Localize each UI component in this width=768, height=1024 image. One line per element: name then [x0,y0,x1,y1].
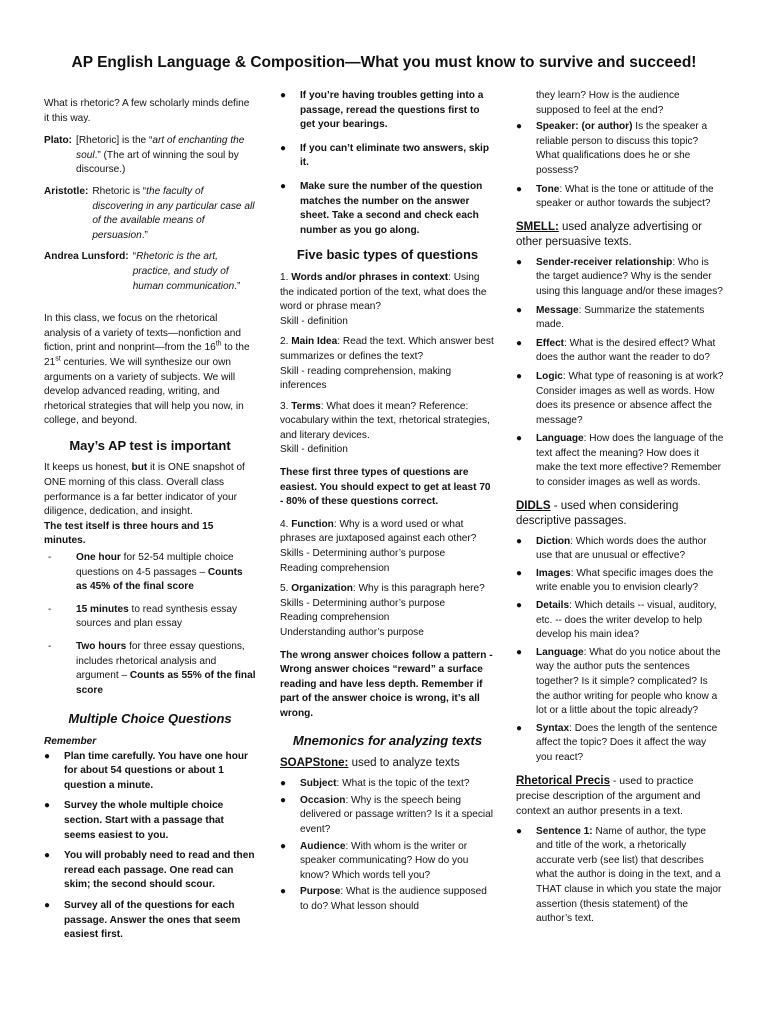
didls-text: Images: What specific images does the write enable you to envision clearly? [536,567,714,594]
definition-term: Aristotle: [44,185,89,197]
soapstone-text: Subject: What is the topic of the text? [300,778,470,790]
definition-text: “Rhetoric is the art, practice, and study of human communication.” [132,251,241,292]
didls-text: Diction: Which words does the author use that are unusual or effective? [536,535,707,562]
rhetoric-intro: What is rhetoric? A few scholarly minds define it this way. [44,98,250,124]
tip-item [280,180,495,238]
easiest-note: These first three types of questions are easiest. You should expect to get at least 70 - 80% of these questions correct. [280,467,491,508]
apple-bullet-icon: ● [516,121,523,133]
definition-lunsford [44,250,256,294]
apple-bullet-icon: ● [516,825,523,837]
question-type: 1. Words and/or phrases in context: Using the indicated portion of the text, what does the word or phrase mean? Skill - definition [280,271,487,327]
tip-text: If you can’t eliminate two answers, skip it. [300,142,490,169]
question-type: 4. Function: Why is a word used or what phrases are juxtaposed against each other? Skills - Determining author’s purpose Reading comprehension [280,518,477,574]
apple-bullet-icon: ● [280,778,287,790]
mc-tip [44,750,256,794]
five-types-header: Five basic types of questions [296,247,479,263]
class-focus-paragraph: In this class, we focus on the rhetorical analysis of a variety of texts—nonfiction and fiction, print and nonprint—from the 16th to the 21st centuries. We will synthesize our own arguments on a variety of subjects. We will develop advanced reading, writing, and rhetorical strategies that will help you now, in college, and beyond. [44,313,250,427]
tip-item [280,89,495,133]
soapstone-text: Tone: What is the tone or attitude of the speaker or author towards the subject? [536,183,714,210]
apple-bullet-icon: ● [280,90,287,101]
apple-bullet-icon: ● [516,337,523,349]
question-skill: Skills - Determining author’s purpose Reading comprehension [280,548,446,574]
apple-bullet-icon: ● [280,794,287,806]
apple-bullet-icon: ● [280,840,287,852]
apple-bullet-icon: ● [516,567,523,579]
multiple-choice-header: Multiple Choice Questions [68,711,232,727]
test-part-item [44,551,256,595]
soapstone-item [280,794,495,838]
apple-bullet-icon: ● [516,535,523,547]
dash-marker: - [48,552,52,564]
may-test-paragraph: It keeps us honest, but it is ONE snapshot of ONE morning of this class. Overall class performance is a far better indicator of your diligence, dedication, and insight. [44,462,245,518]
soapstone-item [516,183,724,212]
remember-label: Remember [44,735,97,747]
wrong-answer-note: The wrong answer choices follow a pattern - Wrong answer choices “reward” a surface reading and have less depth. Remember if part of the answer choice is wrong, it’s all wrong. [280,649,493,719]
soapstone-item [516,120,724,178]
mc-tip-text: Plan time carefully. You have one hour for about 54 questions or about 1 question a minute. [64,750,248,791]
smell-item [516,256,724,300]
mc-tip-text: You will probably need to read and then reread each passage. One read can skim; the second should scour. [64,850,255,891]
apple-bullet-icon: ● [280,180,287,192]
smell-text: Logic: What type of reasoning is at work? Consider images as well as words. How does its presence or absence affect the message? [536,370,724,426]
definition-text: Rhetoric is “the faculty of discovering in any particular case all of the available means of persuasion.” [92,185,255,241]
didls-text: Syntax: Does the length of the sentence affect the topic? Does it affect the way you react? [536,722,718,763]
question-type: 3. Terms: What does it mean? Reference: vocabulary within the text, rhetorical strategies, and literary devices. Skill - definition [280,400,490,456]
mc-tip [44,799,256,843]
question-type: 5. Organization: Why is this paragraph here? Skills - Determining author’s purpose Reading comprehension Understanding author’s purpose [280,583,485,638]
test-length-line: The test itself is three hours and 15 minutes. [44,520,214,547]
soapstone-text: Speaker: (or author) Is the speaker a reliable person to discuss this topic? What qualifications does he or she possess? [536,121,708,176]
smell-text: Effect: What is the desired effect? What does the author want the reader to do? [536,337,716,364]
test-part-item [44,640,256,698]
definition-plato [44,134,256,178]
question-skill: Skill - reading comprehension, making inferences [280,365,452,392]
may-test-header: May’s AP test is important [69,437,231,453]
column-2 [280,89,495,915]
soapstone-heading: SOAPStone: used to analyze texts [280,757,460,770]
smell-item [516,370,724,428]
apple-bullet-icon: ● [516,304,523,316]
apple-bullet-icon: ● [280,142,287,154]
column-1 [44,97,256,949]
soapstone-item [280,885,495,914]
apple-bullet-icon: ● [516,370,523,382]
mc-tip [44,849,256,893]
question-skill: Skills - Determining author’s purpose Reading comprehension Understanding author’s purpose [280,597,446,638]
didls-item [516,722,724,766]
apple-bullet-icon: ● [516,433,523,445]
didls-item [516,646,724,719]
smell-text: Language: How does the language of the text affect the meaning? How does it make the text more effective? Remember to consider images as well as words. [536,433,724,489]
apple-bullet-icon: ● [516,183,523,195]
page-title: AP English Language & Composition—What you must know to survive and succeed! [71,54,697,71]
soapstone-continued: they learn? How is the audience supposed to feel at the end? [536,90,680,116]
smell-item [516,432,724,490]
didls-text: Language: What do you notice about the way the author puts the sentences together? Is it simple? complicated? Is the author writing for people who know a lot or a little about the topic already? [536,646,721,717]
soapstone-text: Purpose: What is the audience supposed to do? What lesson should [300,886,487,912]
mc-tip-text: Survey all of the questions for each passage. Answer the ones that seem easiest first. [64,899,241,941]
mc-tip [44,899,256,943]
didls-heading: DIDLS - used when considering descriptive passages. [516,499,679,527]
definition-text: [Rhetoric] is the “art of enchanting the soul.” (The art of winning the soul by discourse.) [76,135,245,176]
mc-tip-text: Survey the whole multiple choice section. Start with a passage that seems easiest to you. [64,800,224,841]
tip-text: If you’re having troubles getting into a passage, reread the questions first to get your bearings. [300,90,484,131]
definition-term: Andrea Lunsford: [44,251,129,263]
apple-bullet-icon: ● [44,750,51,762]
column-3 [516,89,724,933]
didls-text: Details: Which details -- visual, auditory, etc. -- does the writer develop to help develop his main idea? [536,600,717,641]
tip-item [280,142,495,171]
apple-bullet-icon: ● [516,256,523,268]
question-type: 2. Main Idea: Read the text. Which answer best summarizes or defines the text? Skill - reading comprehension, making inferences [280,336,494,392]
test-part-text: One hour for 52-54 multiple choice questions on 4-5 passages – Counts as 45% of the final score [76,552,243,593]
test-part-text: Two hours for three essay questions, includes rhetorical analysis and argument – Counts as 55% of the final score [76,641,256,696]
precis-text: Sentence 1: Name of author, the type and title of the work, a rhetorically accurate verb (see list) that describes what the author is doing in the text, and a THAT clause in which you state the major assertion (thesis statement) of the author’s text. [536,825,722,925]
smell-text: Sender-receiver relationship: Who is the target audience? Why is the sender using this language and/or these images? [536,256,723,297]
definition-term: Plato: [44,135,73,147]
definition-aristotle [44,185,256,243]
apple-bullet-icon: ● [516,646,523,658]
soapstone-item [280,840,495,884]
soapstone-text: Audience: With whom is the writer or speaker communicating? How do you know? Which words tell you? [300,840,469,881]
apple-bullet-icon: ● [516,600,523,612]
didls-item [516,535,724,564]
precis-item [516,825,724,927]
mnemonics-header: Mnemonics for analyzing texts [292,732,483,748]
smell-heading: SMELL: used analyze advertising or other persuasive texts. [516,220,703,248]
test-part-text: 15 minutes to read synthesis essay sources and plan essay [76,603,238,630]
apple-bullet-icon: ● [280,886,287,898]
soapstone-item [280,777,495,792]
question-skill: Skill - definition [280,315,348,327]
didls-item [516,599,724,643]
apple-bullet-icon: ● [44,800,51,812]
apple-bullet-icon: ● [44,850,51,862]
apple-bullet-icon: ● [44,899,51,911]
question-skill: Skill - definition [280,444,348,456]
dash-marker: - [48,641,52,652]
apple-bullet-icon: ● [516,722,523,734]
smell-item [516,304,724,333]
precis-heading: Rhetorical Precis - used to practice precise description of the argument and context an author presents in a text. [516,774,701,817]
soapstone-text: Occasion: Why is the speech being delivered or passage written? Is it a special event? [300,794,494,835]
test-part-item [44,603,256,632]
smell-text: Message: Summarize the statements made. [536,304,705,331]
didls-item [516,567,724,596]
tip-text: Make sure the number of the question matches the number on the answer sheet. Take a second and check each number as you go along. [300,180,483,236]
smell-item [516,337,724,366]
dash-marker: - [48,603,52,615]
